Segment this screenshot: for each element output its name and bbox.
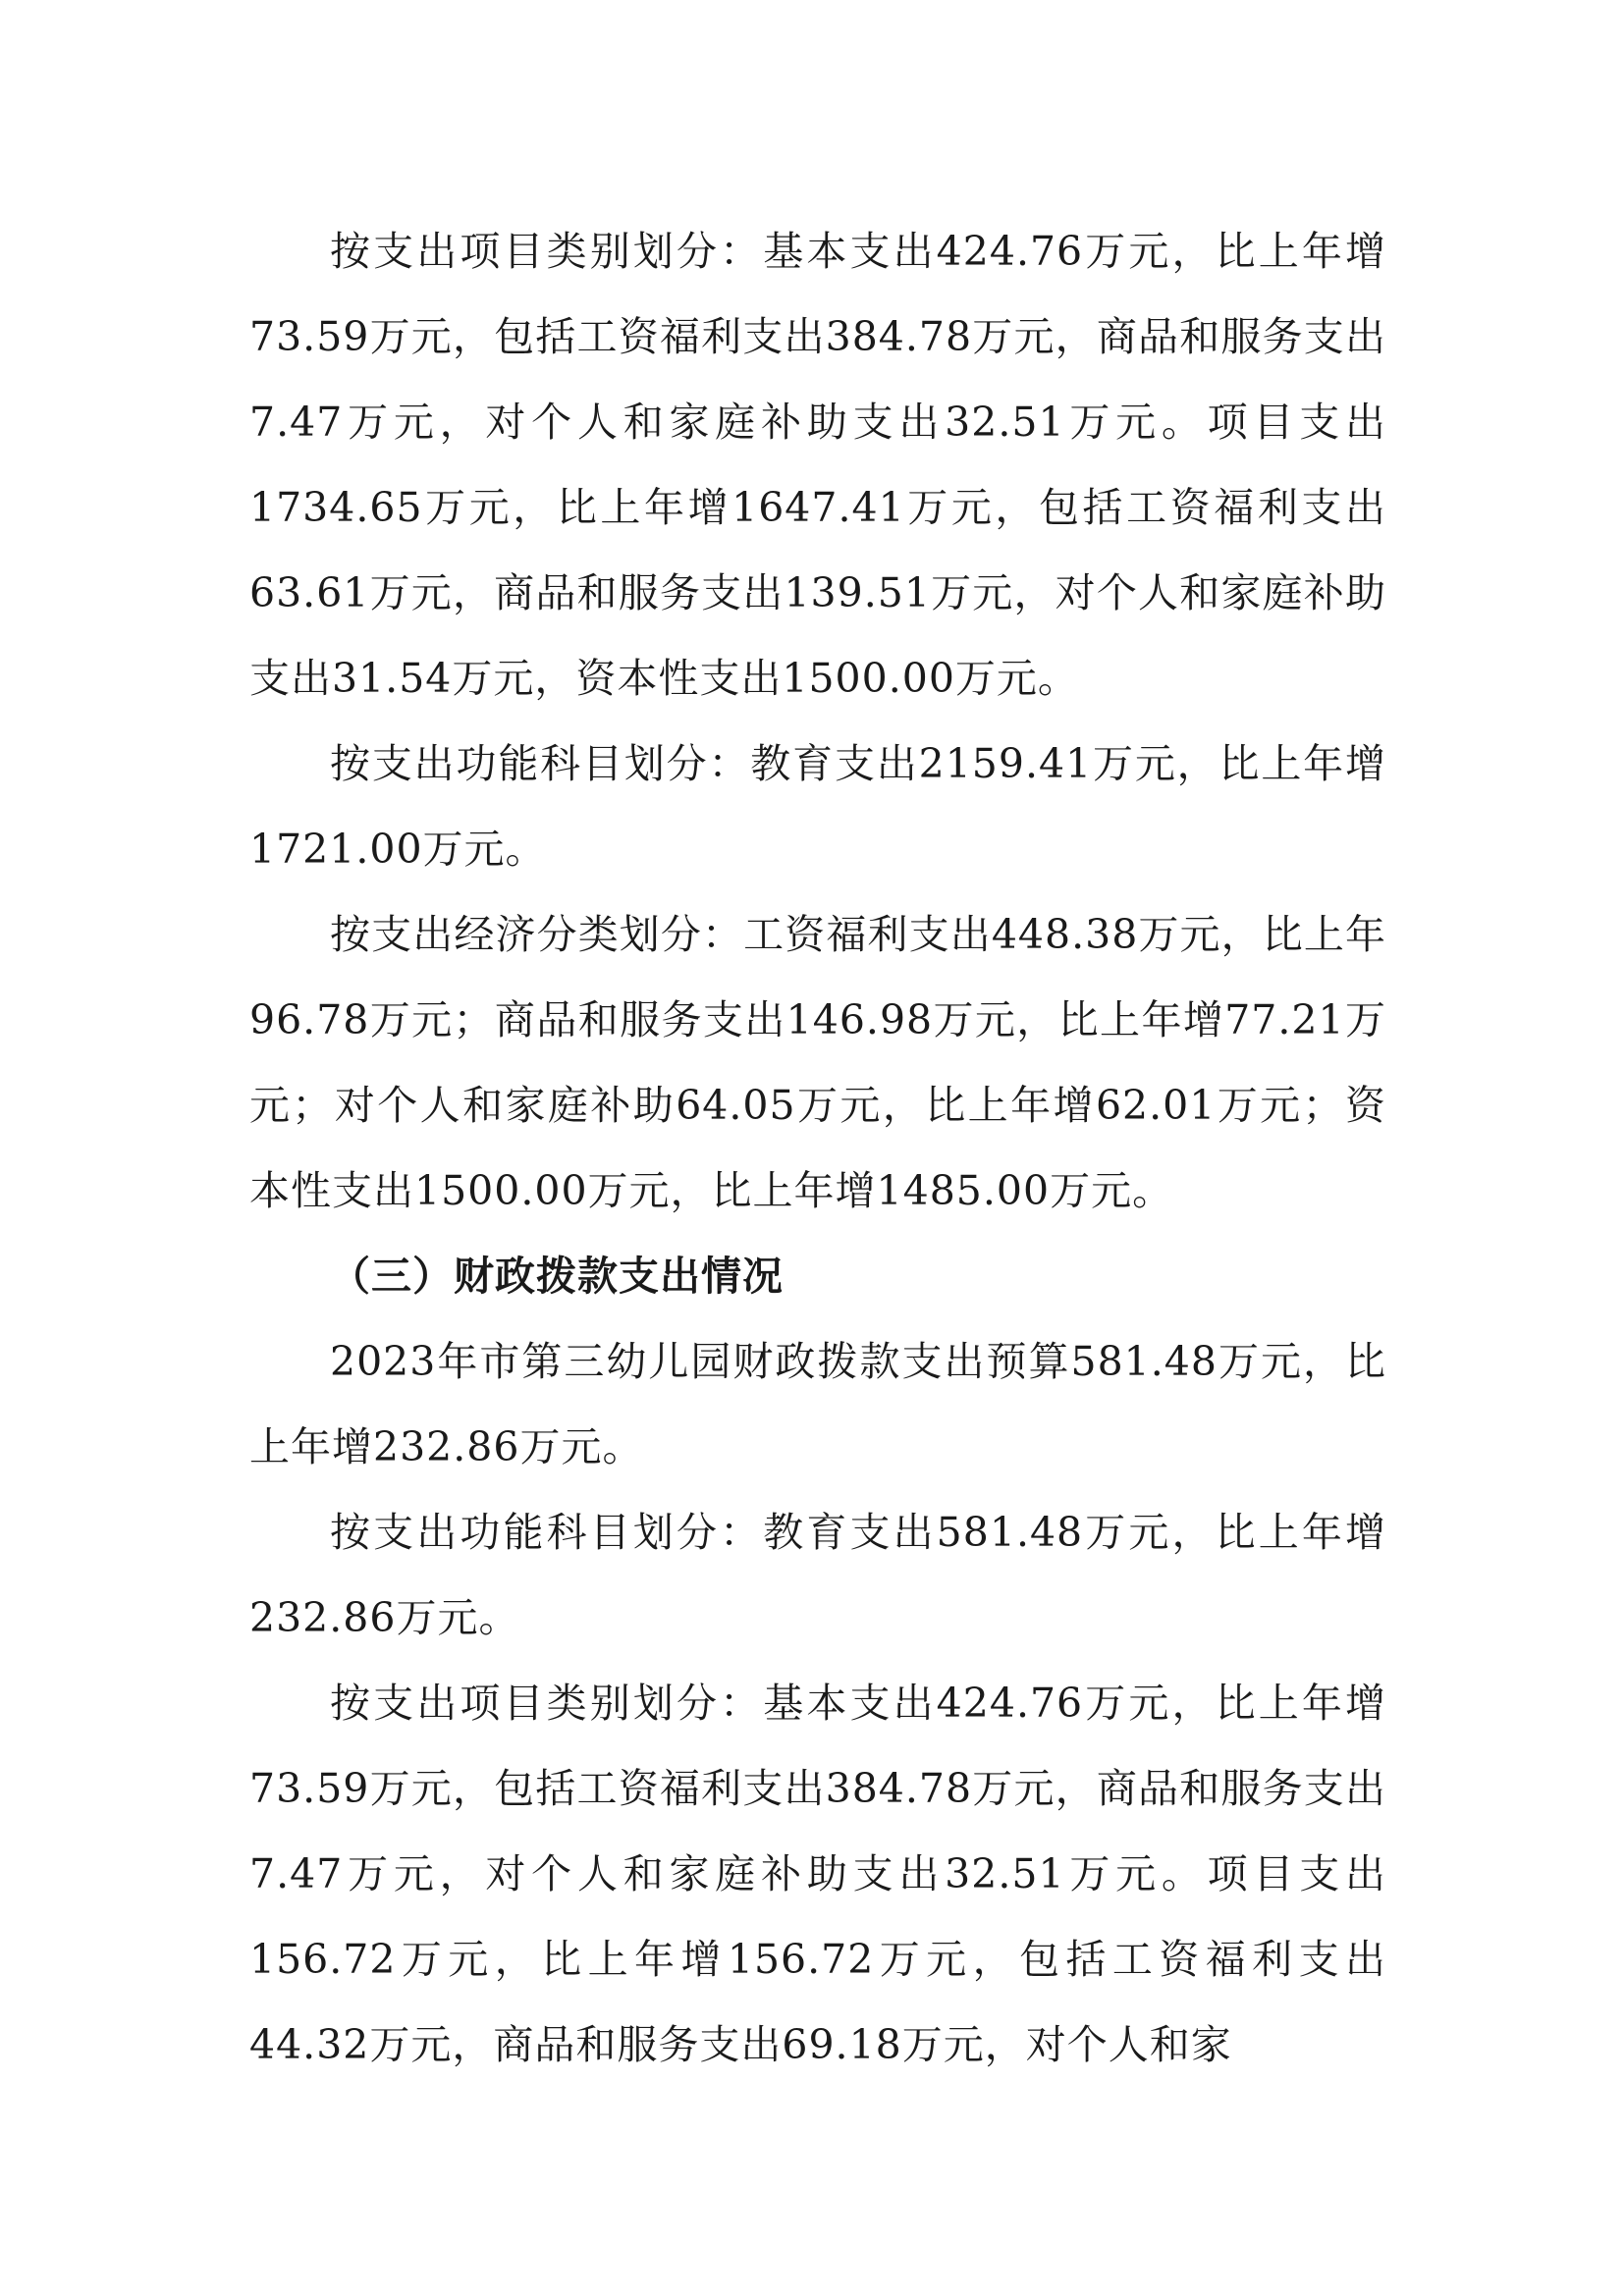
paragraph-fiscal-appropriation-total: 2023年市第三幼儿园财政拨款支出预算581.48万元，比上年增232.86万元。 [249, 1338, 1386, 1470]
paragraph-expenditure-by-function: 按支出功能科目划分：教育支出2159.41万元，比上年增1721.00万元。 [249, 740, 1386, 873]
paragraph-expenditure-by-economic-class: 按支出经济分类划分：工资福利支出448.38万元，比上年96.78万元；商品和服务支出146.98万元，比上年增77.21万元；对个人和家庭补助64.05万元，比上年增62.01万元；资本性支出1500.00万元，比上年增1485.00万元。 [249, 911, 1386, 1214]
paragraph-expenditure-by-project-type: 按支出项目类别划分：基本支出424.76万元，比上年增73.59万元，包括工资福利支出384.78万元，商品和服务支出7.47万元，对个人和家庭补助支出32.51万元。项目支出1734.65万元，比上年增1647.41万元，包括工资福利支出63.61万元，商品和服务支出139.51万元，对个人和家庭补助支出31.54万元，资本性支出1500.00万元。 [249, 228, 1386, 702]
document-body [249, 209, 1386, 2088]
section-heading: （三）财政拨款支出情况 [330, 1253, 784, 1300]
paragraph-fiscal-by-project-type: 按支出项目类别划分：基本支出424.76万元，比上年增73.59万元，包括工资福利支出384.78万元，商品和服务支出7.47万元，对个人和家庭补助支出32.51万元。项目支出156.72万元，比上年增156.72万元，包括工资福利支出44.32万元，商品和服务支出69.18万元，对个人和家 [249, 1680, 1386, 2068]
paragraph-fiscal-by-function: 按支出功能科目划分：教育支出581.48万元，比上年增232.86万元。 [249, 1509, 1386, 1641]
